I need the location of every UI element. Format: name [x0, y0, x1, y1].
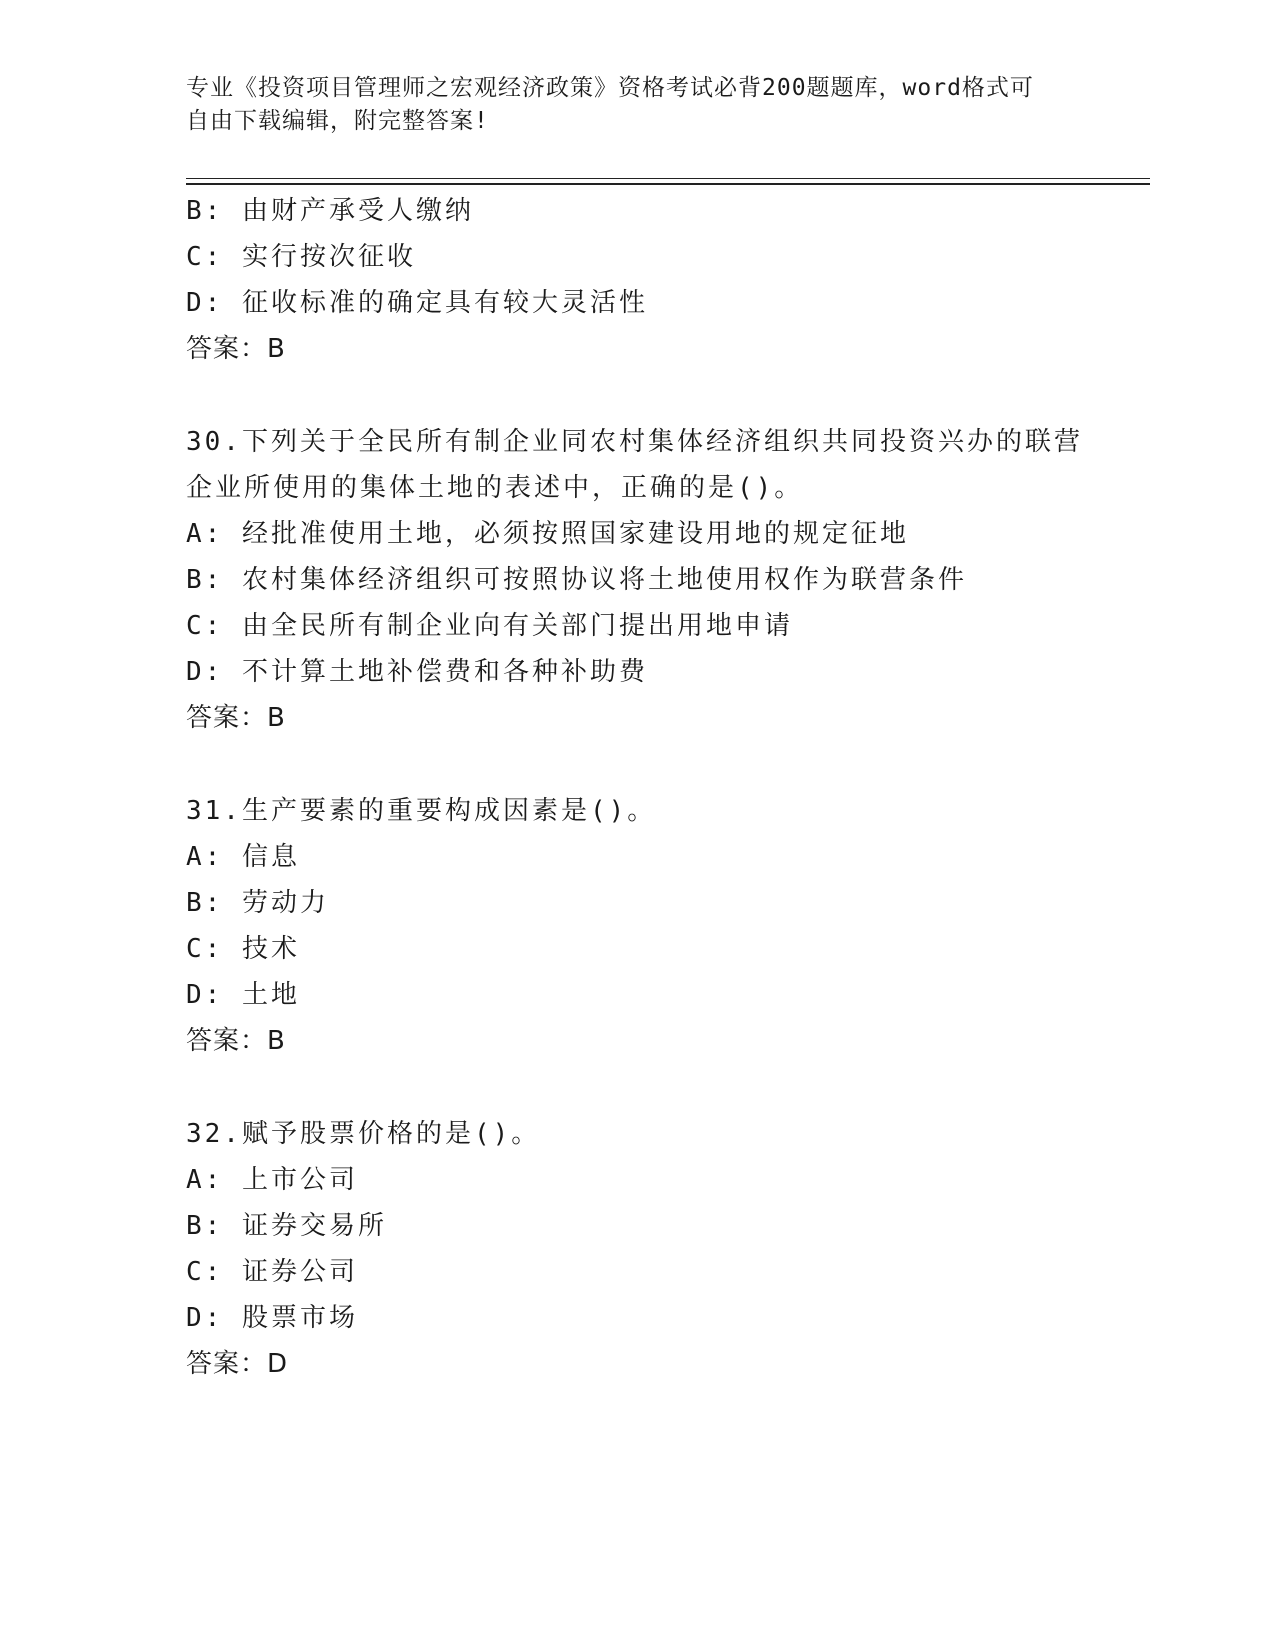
header-divider-thin	[186, 178, 1150, 179]
option-c: C: 证券公司	[186, 1257, 358, 1287]
question-stem: 30.下列关于全民所有制企业同农村集体经济组织共同投资兴办的联营	[186, 427, 1083, 457]
answer: 答案：D	[186, 1349, 289, 1379]
option-d: D: 股票市场	[186, 1303, 358, 1333]
option-c: C: 技术	[186, 934, 300, 964]
option-b: B: 农村集体经济组织可按照协议将土地使用权作为联营条件	[186, 565, 967, 595]
option-c: C: 实行按次征收	[186, 242, 416, 272]
answer: 答案：B	[186, 703, 286, 733]
document-header	[186, 72, 1066, 138]
option-d: D: 不计算土地补偿费和各种补助费	[186, 657, 648, 687]
option-b: B: 证券交易所	[186, 1211, 387, 1241]
option-a: A: 上市公司	[186, 1165, 358, 1195]
option-b: B: 由财产承受人缴纳	[186, 196, 474, 226]
answer: 答案：B	[186, 334, 286, 364]
question-list	[186, 188, 1086, 1387]
option-b: B: 劳动力	[186, 888, 329, 918]
option-a: A: 经批准使用土地，必须按照国家建设用地的规定征地	[186, 519, 909, 549]
option-d: D: 土地	[186, 980, 300, 1010]
question-32	[186, 1111, 1086, 1387]
question-31	[186, 788, 1086, 1064]
option-d: D: 征收标准的确定具有较大灵活性	[186, 288, 648, 318]
header-divider-thick	[186, 183, 1150, 185]
question-stem: 32.赋予股票价格的是()。	[186, 1119, 541, 1149]
header-line-2: 自由下载编辑，附完整答案!	[186, 108, 489, 134]
option-a: A: 信息	[186, 842, 300, 872]
header-line-1: 专业《投资项目管理师之宏观经济政策》资格考试必背200题题库，word格式可	[186, 75, 1034, 101]
question-stem-continued: 企业所使用的集体土地的表述中，正确的是()。	[186, 473, 804, 503]
option-c: C: 由全民所有制企业向有关部门提出用地申请	[186, 611, 793, 641]
question-29-continued	[186, 188, 1086, 372]
answer: 答案：B	[186, 1026, 286, 1056]
question-30	[186, 419, 1086, 741]
question-stem: 31.生产要素的重要构成因素是()。	[186, 796, 657, 826]
